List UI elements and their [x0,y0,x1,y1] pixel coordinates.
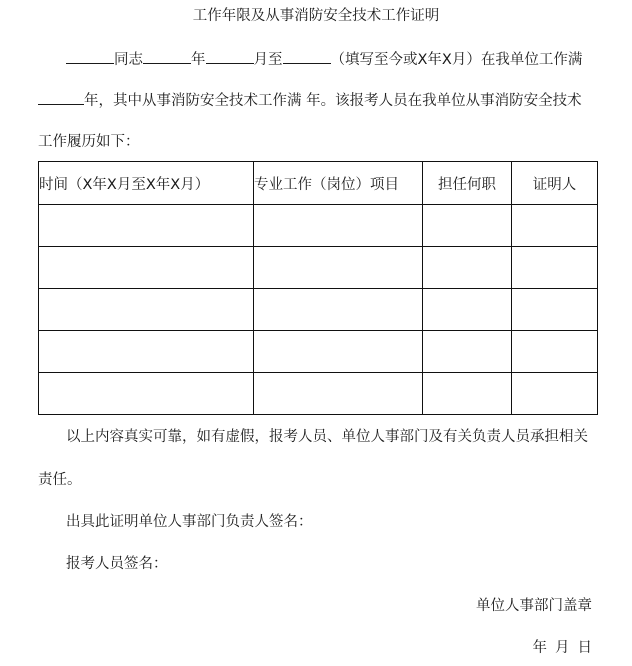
cell-time-period[interactable] [39,205,254,247]
month-to-label: 月至 [253,52,283,68]
start-month-blank-field[interactable] [206,49,254,64]
date-line [533,638,593,658]
cell-witness[interactable] [512,331,598,373]
start-year-blank-field[interactable] [143,49,191,64]
cell-professional-work[interactable] [254,373,423,415]
date-year-label: 年 [532,640,547,656]
declaration-text-line1: 以上内容真实可靠，如有虚假，报考人员、单位人事部门及有关负责人员承担相关 [66,429,588,445]
cell-witness[interactable] [512,247,598,289]
header-time-period: 时间（X年X月至X年X月） [39,162,254,205]
cell-witness[interactable] [512,289,598,331]
date-month-label: 月 [555,640,570,656]
year-label: 年 [191,52,206,68]
header-witness: 证明人 [512,162,598,205]
table-header-row [39,162,598,205]
cell-witness[interactable] [512,373,598,415]
work-full-label: （填写至今或X年X月）在我单位工作满 [330,52,583,68]
cell-position[interactable] [423,205,512,247]
cell-professional-work[interactable] [254,247,423,289]
cell-position[interactable] [423,247,512,289]
cell-time-period[interactable] [39,373,254,415]
table-row [39,205,598,247]
header-professional-work: 专业工作（岗位）项目 [254,162,423,205]
total-years-blank-field[interactable] [38,90,84,105]
paragraph-history-intro: 工作履历如下： [38,134,140,150]
cell-time-period[interactable] [39,247,254,289]
work-history-table [38,161,598,415]
comrade-label: 同志 [114,52,143,68]
hr-signature-label: 出具此证明单位人事部门负责人签名： [66,514,313,530]
cell-position[interactable] [423,289,512,331]
cell-time-period[interactable] [39,331,254,373]
name-blank-field[interactable] [66,49,114,64]
table-row [39,331,598,373]
cell-position[interactable] [423,331,512,373]
table-row [39,289,598,331]
document-title: 工作年限及从事消防安全技术工作证明 [192,8,440,24]
table-row [39,247,598,289]
cell-professional-work[interactable] [254,331,423,373]
applicant-signature-label: 报考人员签名： [66,556,168,572]
header-position: 担任何职 [423,162,512,205]
seal-label: 单位人事部门盖章 [476,598,592,614]
cell-time-period[interactable] [39,289,254,331]
paragraph-work-period [66,49,582,70]
end-date-blank-field[interactable] [283,49,331,64]
cell-witness[interactable] [512,205,598,247]
cell-position[interactable] [423,373,512,415]
table-row [39,373,598,415]
paragraph-years [38,90,582,111]
cell-professional-work[interactable] [254,289,423,331]
fire-safety-years-text: 年，其中从事消防安全技术工作满 年。该报考人员在我单位从事消防安全技术 [84,93,582,109]
date-day-label: 日 [577,640,592,656]
declaration-text-line2: 责任。 [38,472,82,488]
cell-professional-work[interactable] [254,205,423,247]
